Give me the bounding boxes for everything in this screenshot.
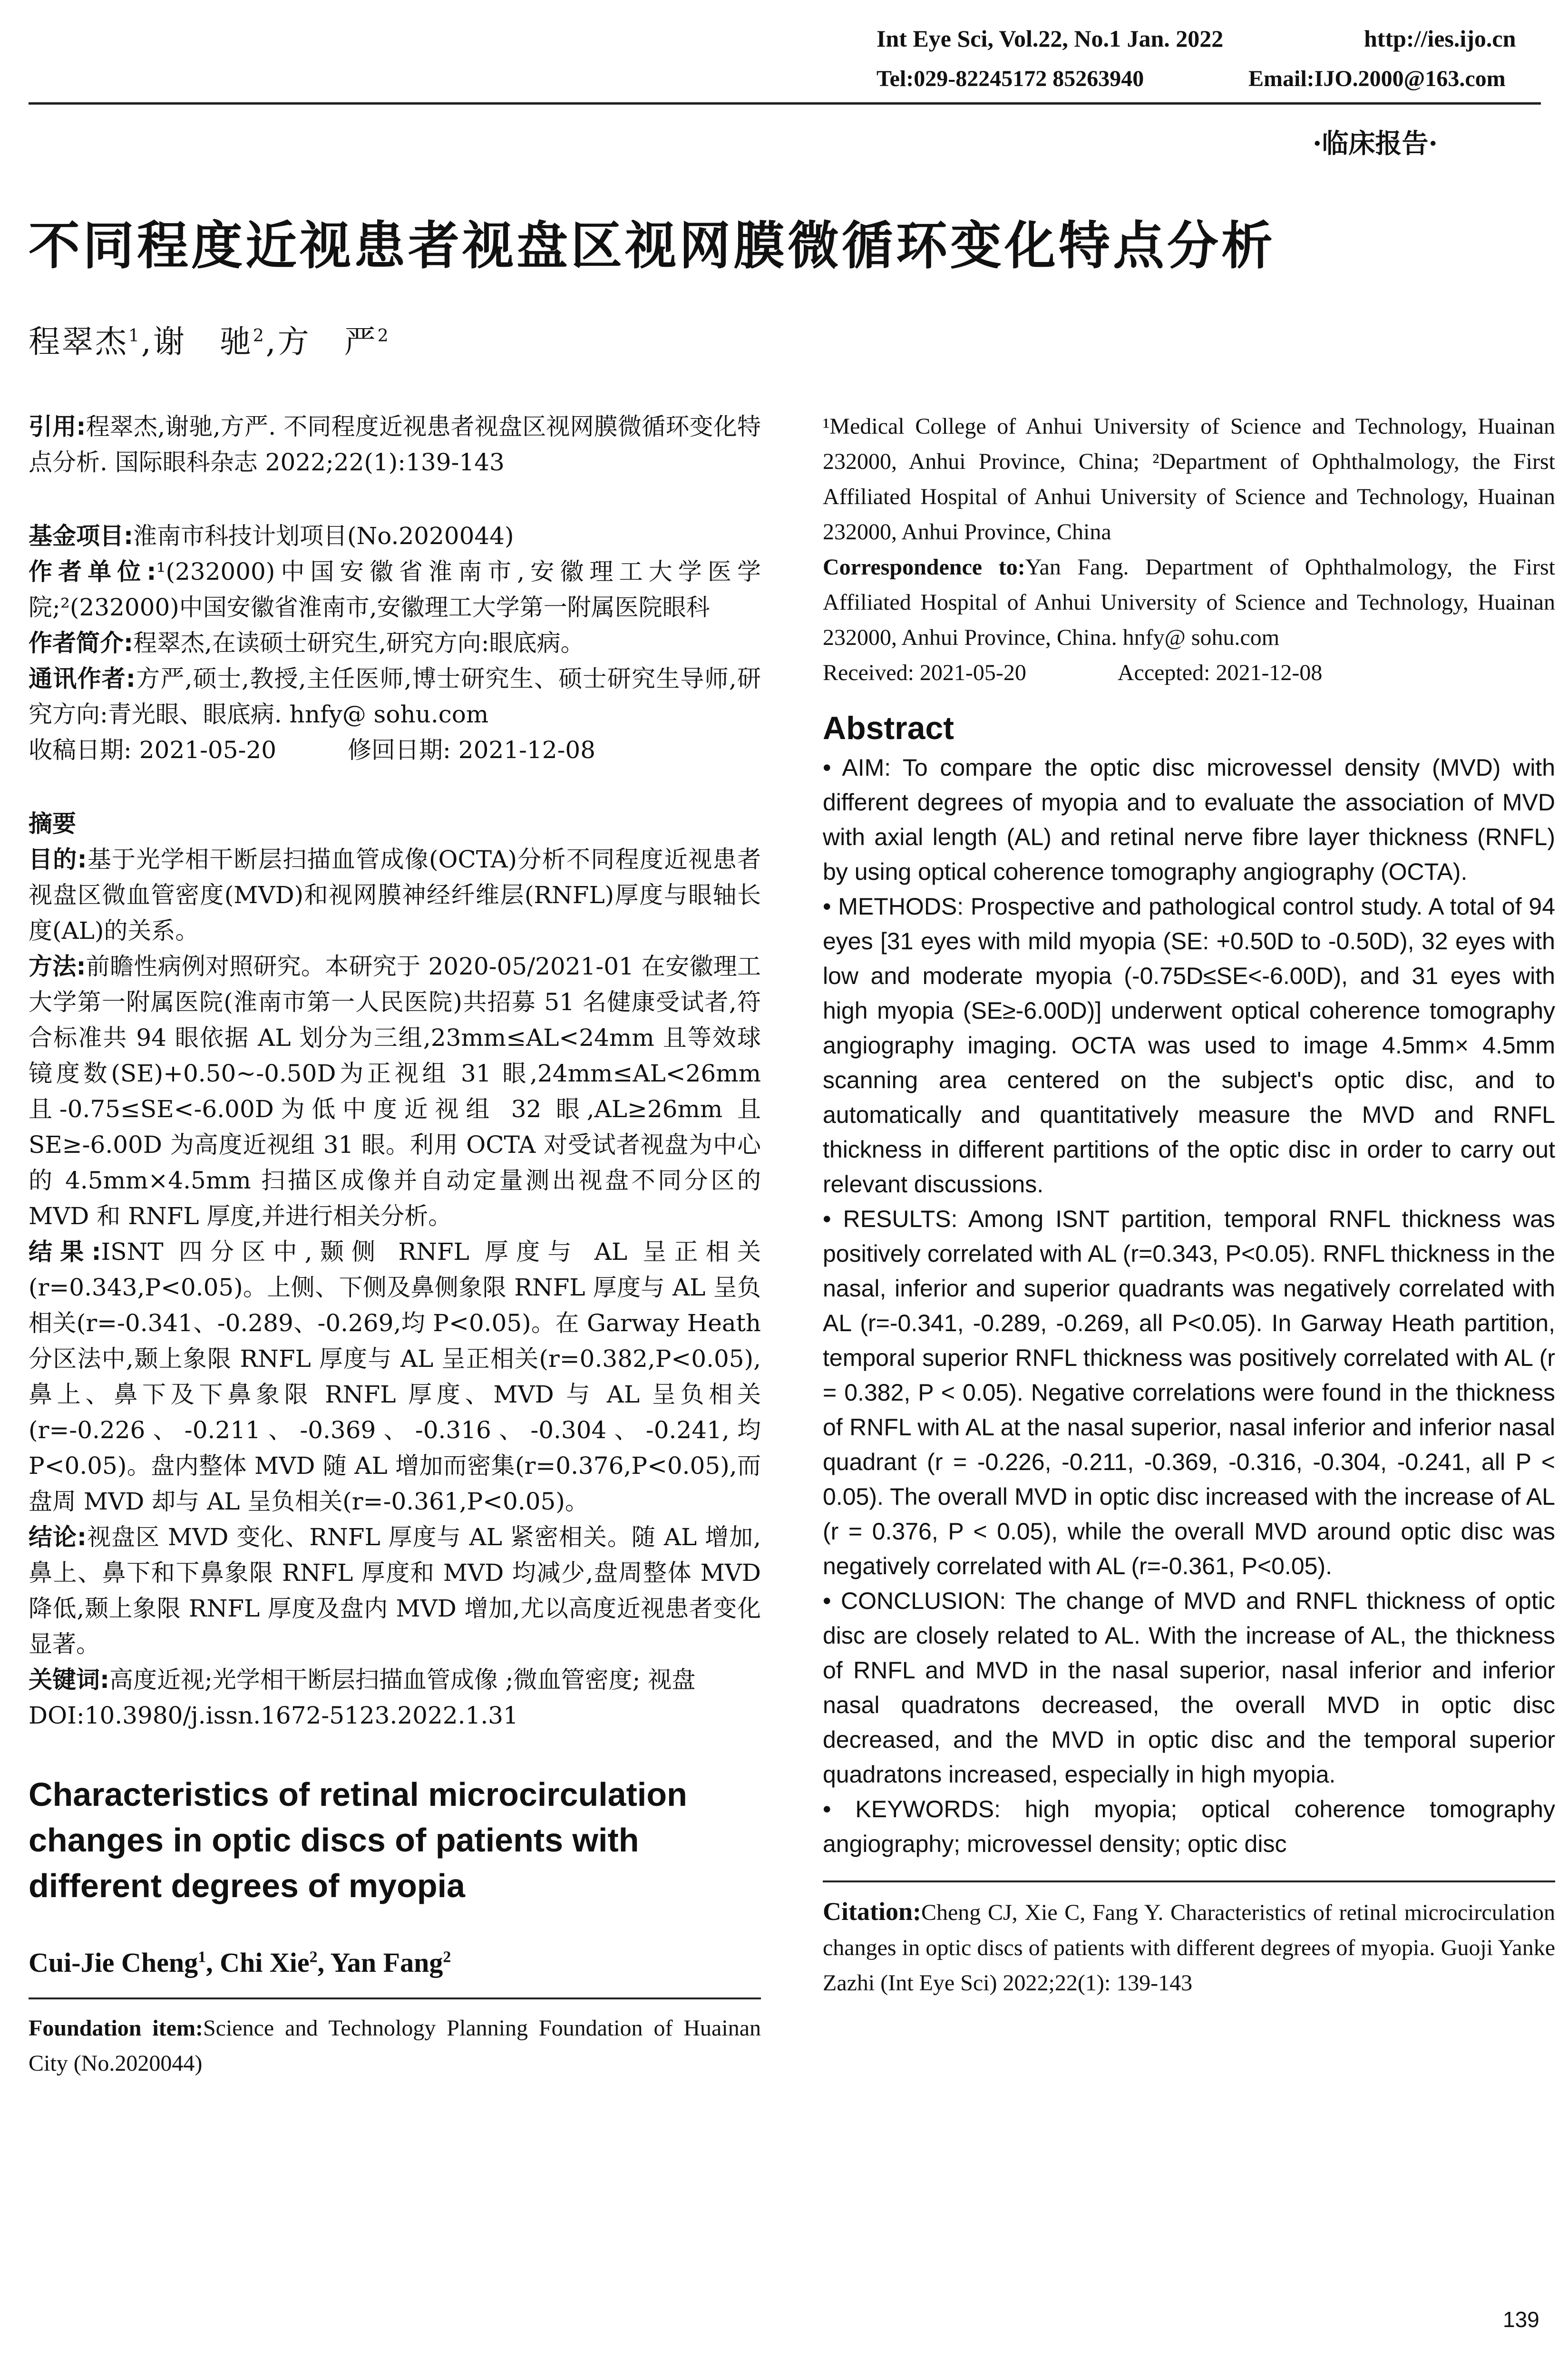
right-column — [823, 409, 1555, 2001]
citation-cn: 引用:程翠杰,谢驰,方严. 不同程度近视患者视盘区视网膜微循环变化特点分析. 国际眼科杂志 2022;22(1):139-143 — [29, 413, 761, 476]
author-1: 程翠杰 — [29, 323, 128, 360]
email-line[interactable]: Email:IJO.2000@163.com — [1248, 66, 1506, 91]
meta-cn: 基金项目:淮南市科技计划项目(No.2020044) 作者单位:¹(232000)中国安徽省淮南市,安徽理工大学医学院;²(232000)中国安徽省淮南市,安徽理工大学第一附属医院眼科 作者简介:程翠杰,在读硕士研究生,研究方向:眼底病。 通讯作者:方严,硕士,教授,主任医师,博士研究生、硕士研究生导师,研究方向:青光眼、眼底病. hnfy@ sohu.com 收稿日期: 2021-05-20 修回日期: 2021-12-08 — [29, 522, 761, 764]
abstract-results: • RESULTS: Among ISNT partition, temporal RNFL thickness was positively correlated with AL (r=0.343, P<0.05). RNFL thickness in the nasal, inferior and superior quadrants was negatively correlated with AL (r=-0.341, -0.289, -0.269, all P<0.05). In Garway Heath partition, temporal superior RNFL thickness was positively correlated with AL (r = 0.382, P < 0.05). Negative correlations were found in the thickness of RNFL with AL at the nasal superior, nasal inferior and inferior nasal quadrant (r = -0.226, -0.211, -0.369, -0.316, -0.304, -0.241, all P < 0.05). The overall MVD in optic disc increased with the increase of AL (r = 0.376, P < 0.05), while the overall MVD around optic disc was negatively correlated with AL (r=-0.361, P<0.05). — [823, 1206, 1555, 1579]
author-3: 方 严 — [277, 323, 378, 360]
page-title: 不同程度近视患者视盘区视网膜微循环变化特点分析 — [29, 216, 1276, 276]
abstract-en — [823, 750, 1555, 1861]
abstract-cn: 摘要 目的:基于光学相干断层扫描血管成像(OCTA)分析不同程度近视患者视盘区微血管密度(MVD)和视网膜神经纤维层(RNFL)厚度与眼轴长度(AL)的关系。 方法:前瞻性病例对照研究。本研究于 2020-05/2021-01 在安徽理工大学第一附属医院(淮南市第一人民医院)共招募 51 名健康受试者,符合标准共 94 眼依据 AL 划分为三组,23mm≤AL<24mm 且等效球镜度数(SE)+0.50~-0.50D为正视组 31 眼,24mm≤AL<26mm 且-0.75≤SE<-6.00D为低中度近视组 32 眼,AL≥26mm 且 SE≥-6.00D 为高度近视组 31 眼。利用 OCTA 对受试者视盘为中心的 4.5mm×4.5mm 扫描区成像并自动定量测出视盘不同分区的 MVD 和 RNFL 厚度,并进行相关分析。 结果:ISNT 四分区中,颞侧 RNFL 厚度与 AL 呈正相关(r=0.343,P<0.05)。上侧、下侧及鼻侧象限 RNFL 厚度与 AL 呈负相关(r=-0.341、-0.289、-0.269,均 P<0.05)。在 Garway Heath 分区法中,颞上象限 RNFL 厚度与 AL 呈正相关(r=0.382,P<0.05),鼻上、鼻下及下鼻象限 RNFL 厚度、MVD 与 AL 呈负相关(r=-0.226、-0.211、-0.369、-0.316、-0.304、-0.241,均 P<0.05)。盘内整体 MVD 随 AL 增加而密集(r=0.376,P<0.05),而盘周 MVD 却与 AL 呈负相关(r=-0.361,P<0.05)。 结论:视盘区 MVD 变化、RNFL 厚度与 AL 紧密相关。随 AL 增加,鼻上、鼻下和下鼻象限 RNFL 厚度和 MVD 均减少,盘周整体 MVD 降低,颞上象限 RNFL 厚度及盘内 MVD 增加,尤以高度近视患者变化显著。 关键词:高度近视;光学相干断层扫描血管成像 ;微血管密度; 视盘 DOI:10.3980/j.issn.1672-5123.2022.1.31 — [29, 806, 761, 1734]
citation-en: Citation:Cheng CJ, Xie C, Fang Y. Characteristics of retinal microcirculation changes in optic discs of patients with different degrees of myopia. Guoji Yanke Zazhi (Int Eye Sci) 2022;22(1): 139-143 — [823, 1897, 1555, 1996]
author-list: 程翠杰$^1$,谢 驰$^2$,方 严$^2$ — [29, 323, 390, 360]
english-title: Characteristics of retinal microcirculation changes in optic discs of patients with different degrees of myopia — [29, 1776, 687, 1904]
affiliations-en: ¹Medical College of Anhui University of Science and Technology, Huainan 232000, Anhui Province, China; ²Department of Ophthalmology, the First Affiliated Hospital of Anhui University of Science and Technology, Huainan 232000, Anhui Province, China Correspondence to:Yan Fang. Department of Ophthalmology, the First Affiliated Hospital of Anhui University of Science and Technology, Huainan 232000, Anhui Province, China. hnfy@ sohu.com Received: 2021-05-20 Accepted: 2021-12-08 — [823, 414, 1555, 685]
header-rule — [29, 102, 1541, 105]
abstract-conclusion: • CONCLUSION: The change of MVD and RNFL thickness of optic disc are closely related to AL. With the increase of AL, the thickness of RNFL and MVD in the nasal superior, nasal inferior and inferior nasal quadratons decreased, the overall MVD in optic disc decreased, and the MVD in optic disc and the temporal superior quadratons increased, especially in high myopia. — [823, 1588, 1555, 1788]
tel-line: Tel:029-82245172 85263940 — [877, 66, 1144, 91]
section-tag: ·临床报告· — [1313, 128, 1438, 159]
abstract-heading: Abstract — [823, 710, 954, 746]
journal-url[interactable]: http://ies.ijo.cn — [1364, 25, 1516, 52]
left-column — [29, 409, 761, 2081]
abstract-keywords: • KEYWORDS: high myopia; optical coherence tomography angiography; microvessel density; optic disc — [823, 1796, 1555, 1857]
abstract-methods: • METHODS: Prospective and pathological control study. A total of 94 eyes [31 eyes with mild myopia (SE: +0.50D to -0.50D), 32 eyes with low and moderate myopia (-0.75D≤SE<-6.00D), and 31 eyes with high myopia (SE≥-6.00D)] underwent optical coherence tomography angiography imaging. OCTA was used to image 4.5mm× 4.5mm scanning area centered on the subject's optic disc, and to automatically and quantitatively measure the MVD and RNFL thickness in different partitions of the optic disc in order to carry out relevant discussions. — [823, 893, 1555, 1198]
english-authors: Cui-Jie Cheng$^1$, Chi Xie$^2$, Yan Fang$^2$ — [29, 1947, 451, 1978]
journal-line: Int Eye Sci, Vol.22, No.1 Jan. 2022 — [877, 25, 1224, 52]
doi[interactable]: DOI:10.3980/j.issn.1672-5123.2022.1.31 — [29, 1702, 518, 1729]
author-2: 谢 驰 — [153, 323, 253, 360]
abstract-aim: • AIM: To compare the optic disc microvessel density (MVD) with different degrees of myopia and to evaluate the association of MVD with axial length (AL) and retinal nerve fibre layer thickness (RNFL) by using optical coherence tomography angiography (OCTA). — [823, 754, 1555, 885]
page-number: 139 — [1503, 2307, 1539, 2332]
foundation-item: Foundation item:Science and Technology Planning Foundation of Huainan City (No.2020044) — [29, 2016, 761, 2076]
